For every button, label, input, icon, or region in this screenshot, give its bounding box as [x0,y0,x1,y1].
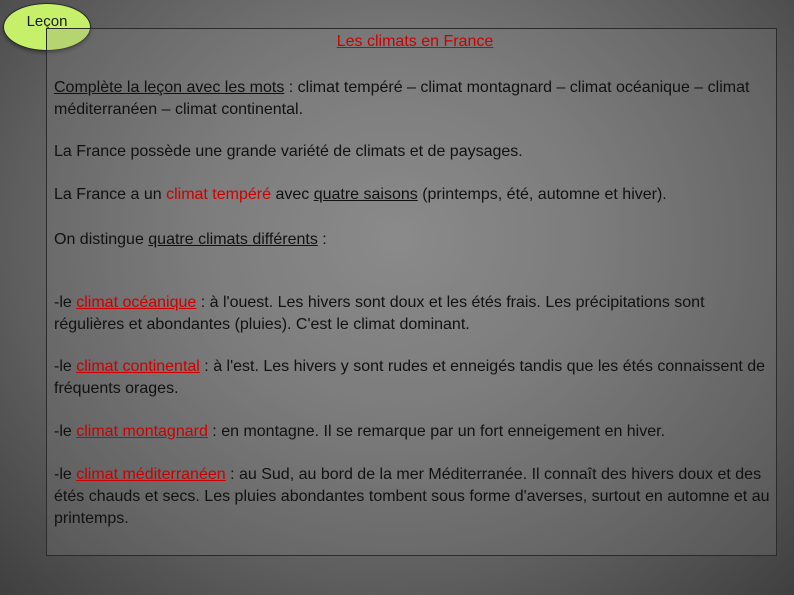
word-list: : climat tempéré – climat montagnard – climat océanique – climat méditerranéen – climat continental. [54,79,750,118]
blank-four-climates: quatre climats différents [148,231,318,248]
keyword-temperate: climat tempéré [166,186,271,203]
paragraph-intro: La France possède une grande variété de climats et de paysages. [54,143,523,160]
lesson-badge-label: Leçon [26,13,68,30]
climate-mountain: -le climat montagnard : en montagne. Il se remarque par un fort enneigement en hiver. [54,423,666,440]
instructions [54,77,774,121]
instructions-label: Complète la leçon avec les mots [54,79,285,96]
blank-seasons: quatre saisons [313,186,418,203]
climate-mediterranean: -le climat méditerranéen : au Sud, au bord de la mer Méditerranée. Il connaît des hivers doux et des étés chauds et secs. Les pluies abondantes tombent sous forme d'averses, surtout en automne et au printemps. [54,466,770,527]
climate-oceanic: -le climat océanique : à l'ouest. Les hivers sont doux et les étés frais. Les précipitations sont régulières et abondantes (pluies). C'est le climat dominant. [54,294,705,333]
keyword-mediterranean: climat méditerranéen [76,466,226,483]
keyword-continental: climat continental [76,358,200,375]
keyword-oceanic: climat océanique [76,294,197,311]
page-title: Les climats en France [336,33,494,50]
paragraph-temperate: La France a un climat tempéré avec quatre saisons (printemps, été, automne et hiver). [54,186,667,203]
paragraph-distinguish: On distingue quatre climats différents : [54,231,327,248]
keyword-mountain: climat montagnard [76,423,208,440]
climate-continental: -le climat continental : à l'est. Les hivers y sont rudes et enneigés tandis que les étés connaissent de fréquents orages. [54,358,766,397]
